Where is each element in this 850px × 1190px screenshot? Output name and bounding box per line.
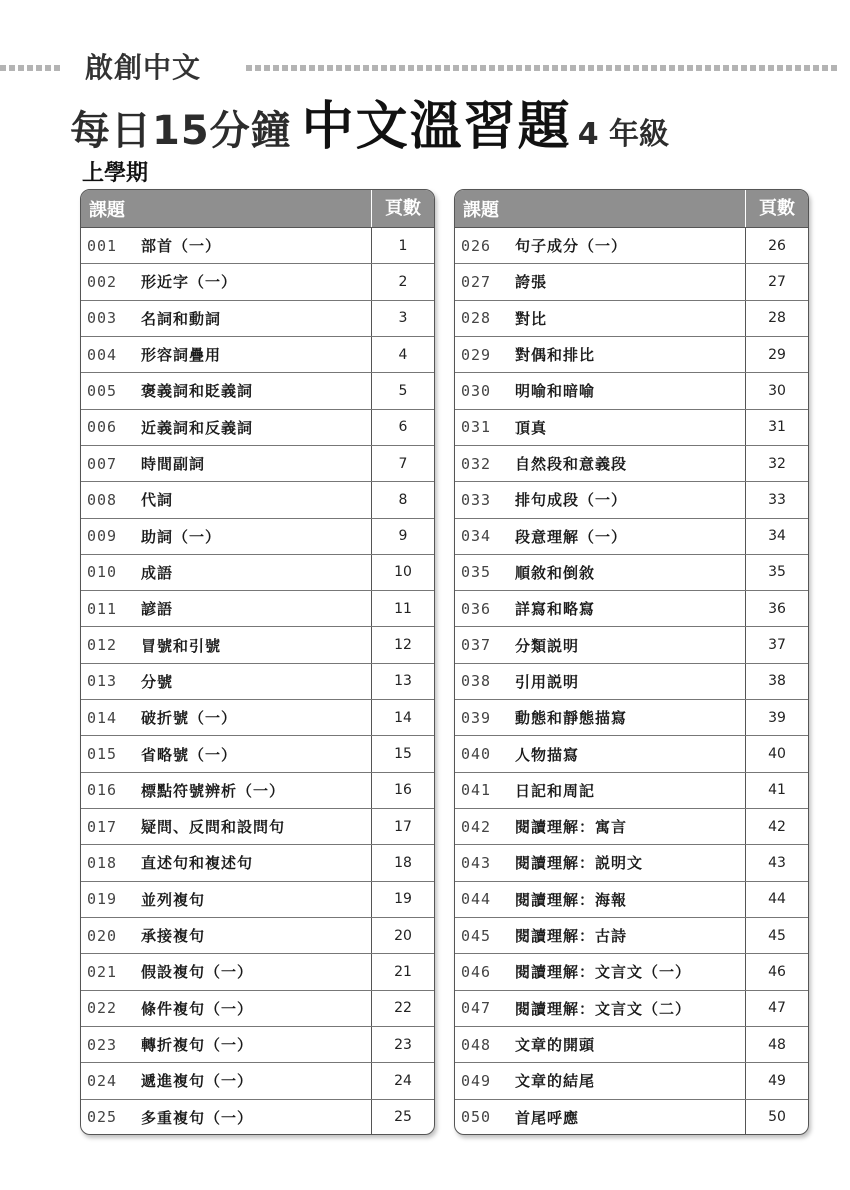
lesson-number: 020 (87, 926, 118, 945)
lesson-topic: 句子成分（一） (515, 237, 628, 256)
lesson-number: 029 (461, 345, 492, 364)
table-row (81, 1026, 434, 1062)
lesson-number: 015 (87, 745, 118, 764)
lesson-number: 028 (461, 309, 492, 328)
lesson-number: 037 (461, 636, 492, 655)
page-number: 20 (371, 918, 434, 953)
page-number: 11 (371, 591, 434, 626)
lesson-number: 014 (87, 708, 118, 727)
page-number: 42 (745, 809, 808, 844)
title-prefix: 每日15分鐘 (70, 108, 292, 154)
lesson-topic: 引用説明 (515, 672, 580, 691)
lesson-topic: 誇張 (515, 273, 548, 292)
lesson-number: 005 (87, 381, 118, 400)
table-row (455, 772, 808, 808)
table-row (455, 844, 808, 880)
title-main: 中文溫習題 (301, 97, 572, 157)
lesson-topic: 褒義詞和貶義詞 (141, 382, 254, 401)
page-number: 24 (371, 1063, 434, 1098)
lesson-topic: 轉折複句（一） (141, 1036, 254, 1055)
page-number: 8 (371, 482, 434, 517)
lesson-number: 021 (87, 962, 118, 981)
lesson-number: 016 (87, 781, 118, 800)
table-row (455, 917, 808, 953)
page-number: 41 (745, 773, 808, 808)
lesson-number: 026 (461, 236, 492, 255)
lesson-topic: 閱讀理解：説明文 (515, 854, 644, 873)
table-row (81, 227, 434, 263)
lesson-topic: 標點符號辨析（一） (141, 781, 286, 800)
lesson-number: 033 (461, 490, 492, 509)
table-row (455, 953, 808, 989)
lesson-number: 044 (461, 890, 492, 909)
lesson-topic: 閱讀理解：文言文（二） (515, 999, 692, 1018)
table-row (81, 735, 434, 771)
lesson-topic: 省略號（一） (141, 745, 238, 764)
lesson-topic: 自然段和意義段 (515, 455, 628, 474)
brand-name: 啟創中文 (85, 51, 202, 84)
lesson-number: 038 (461, 672, 492, 691)
table-row (81, 554, 434, 590)
page-number: 17 (371, 809, 434, 844)
lesson-topic: 明喻和暗喻 (515, 382, 596, 401)
page-number: 15 (371, 736, 434, 771)
lesson-number: 043 (461, 853, 492, 872)
page-number: 6 (371, 410, 434, 445)
page-number: 37 (745, 627, 808, 662)
page-number: 36 (745, 591, 808, 626)
lesson-topic: 條件複句（一） (141, 999, 254, 1018)
lesson-number: 035 (461, 563, 492, 582)
title-grade: 4 年級 (577, 117, 670, 152)
table-row (455, 300, 808, 336)
semester-heading: 上學期 (82, 161, 149, 186)
page-number: 49 (745, 1063, 808, 1098)
page-number: 9 (371, 519, 434, 554)
table-row (455, 554, 808, 590)
table-row (455, 990, 808, 1026)
page-number: 14 (371, 700, 434, 735)
lesson-topic: 形容詞疊用 (141, 346, 222, 365)
table-body (455, 227, 808, 1135)
lesson-topic: 直述句和複述句 (141, 854, 254, 873)
lesson-number: 039 (461, 708, 492, 727)
table-row (455, 227, 808, 263)
table-row (81, 1062, 434, 1098)
page-number: 46 (745, 954, 808, 989)
table-row (81, 663, 434, 699)
table-row (81, 772, 434, 808)
lesson-topic: 首尾呼應 (515, 1108, 580, 1127)
table-row (81, 372, 434, 408)
lesson-number: 001 (87, 236, 118, 255)
table-row (81, 481, 434, 517)
lesson-number: 007 (87, 454, 118, 473)
lesson-number: 030 (461, 381, 492, 400)
lesson-number: 041 (461, 781, 492, 800)
lesson-number: 022 (87, 999, 118, 1018)
page-number: 48 (745, 1027, 808, 1062)
page-number: 4 (371, 337, 434, 372)
table-row (81, 518, 434, 554)
lesson-topic: 破折號（一） (141, 709, 238, 728)
page-number: 19 (371, 882, 434, 917)
lesson-number: 004 (87, 345, 118, 364)
page-number: 22 (371, 991, 434, 1026)
page-number: 26 (745, 228, 808, 263)
page-number: 43 (745, 845, 808, 880)
lesson-topic: 假設複句（一） (141, 963, 254, 982)
table-row (455, 626, 808, 662)
page-number: 21 (371, 954, 434, 989)
table-row (455, 336, 808, 372)
lesson-number: 012 (87, 636, 118, 655)
table-row (81, 1099, 434, 1135)
lesson-topic: 助詞（一） (141, 527, 222, 546)
page-title (70, 84, 669, 159)
lesson-topic: 對比 (515, 309, 548, 328)
table-row (455, 1062, 808, 1098)
lesson-topic: 段意理解（一） (515, 527, 628, 546)
page-number: 18 (371, 845, 434, 880)
table-row (81, 445, 434, 481)
lesson-topic: 日記和周記 (515, 781, 596, 800)
table-row (455, 808, 808, 844)
lesson-number: 049 (461, 1071, 492, 1090)
page-number: 27 (745, 264, 808, 299)
lesson-number: 006 (87, 418, 118, 437)
table-row (81, 990, 434, 1026)
table-row (455, 881, 808, 917)
page-number: 39 (745, 700, 808, 735)
lesson-number: 040 (461, 745, 492, 764)
page-number: 45 (745, 918, 808, 953)
table-row (81, 881, 434, 917)
table-row (455, 263, 808, 299)
table-row (455, 445, 808, 481)
lesson-topic: 對偶和排比 (515, 346, 596, 365)
lesson-number: 027 (461, 272, 492, 291)
lesson-number: 050 (461, 1108, 492, 1127)
header-page: 頁數 (745, 190, 808, 227)
lesson-topic: 文章的開頭 (515, 1036, 596, 1055)
lesson-number: 025 (87, 1108, 118, 1127)
toc-table-right (454, 189, 809, 1135)
page-number: 44 (745, 882, 808, 917)
table-row (81, 300, 434, 336)
lesson-number: 018 (87, 853, 118, 872)
table-row (81, 808, 434, 844)
table-row (81, 263, 434, 299)
table-header (81, 190, 434, 227)
table-row (81, 626, 434, 662)
header-topic: 課題 (463, 199, 499, 221)
page-number: 12 (371, 627, 434, 662)
lesson-number: 036 (461, 599, 492, 618)
table-row (455, 735, 808, 771)
lesson-topic: 並列複句 (141, 890, 206, 909)
lesson-topic: 遞進複句（一） (141, 1072, 254, 1091)
table-row (81, 917, 434, 953)
page-number: 33 (745, 482, 808, 517)
lesson-number: 023 (87, 1035, 118, 1054)
page-number: 28 (745, 301, 808, 336)
lesson-topic: 近義詞和反義詞 (141, 418, 254, 437)
page-number: 2 (371, 264, 434, 299)
table-row (81, 409, 434, 445)
page-number: 13 (371, 664, 434, 699)
lesson-topic: 動態和靜態描寫 (515, 709, 628, 728)
lesson-topic: 代詞 (141, 491, 174, 510)
lesson-number: 034 (461, 527, 492, 546)
lesson-number: 046 (461, 962, 492, 981)
table-row (455, 409, 808, 445)
lesson-topic: 人物描寫 (515, 745, 580, 764)
table-row (81, 844, 434, 880)
header-page: 頁數 (371, 190, 434, 227)
lesson-topic: 頂真 (515, 418, 548, 437)
table-row (455, 481, 808, 517)
table-row (455, 518, 808, 554)
lesson-number: 047 (461, 999, 492, 1018)
table-row (81, 336, 434, 372)
lesson-number: 031 (461, 418, 492, 437)
table-body (81, 227, 434, 1135)
lesson-topic: 分類説明 (515, 636, 580, 655)
lesson-topic: 承接複句 (141, 927, 206, 946)
lesson-number: 009 (87, 527, 118, 546)
lesson-number: 011 (87, 599, 118, 618)
lesson-topic: 多重複句（一） (141, 1108, 254, 1127)
page-number: 50 (745, 1100, 808, 1135)
lesson-topic: 分號 (141, 672, 174, 691)
lesson-topic: 時間副詞 (141, 455, 206, 474)
page-number: 1 (371, 228, 434, 263)
lesson-topic: 閱讀理解：文言文（一） (515, 963, 692, 982)
table-row (81, 590, 434, 626)
table-row (455, 1026, 808, 1062)
table-row (81, 953, 434, 989)
table-header (455, 190, 808, 227)
lesson-topic: 順敘和倒敘 (515, 563, 596, 582)
lesson-number: 032 (461, 454, 492, 473)
lesson-number: 042 (461, 817, 492, 836)
decorative-dotted-line-left (0, 65, 60, 71)
lesson-topic: 名詞和動詞 (141, 309, 222, 328)
table-row (81, 699, 434, 735)
table-row (455, 663, 808, 699)
lesson-topic: 諺語 (141, 600, 174, 619)
page-number: 29 (745, 337, 808, 372)
lesson-topic: 閱讀理解：寓言 (515, 818, 628, 837)
lesson-number: 003 (87, 309, 118, 328)
page-number: 25 (371, 1100, 434, 1135)
lesson-number: 045 (461, 926, 492, 945)
lesson-number: 019 (87, 890, 118, 909)
lesson-topic: 排句成段（一） (515, 491, 628, 510)
table-row (455, 1099, 808, 1135)
lesson-topic: 成語 (141, 563, 174, 582)
table-row (455, 372, 808, 408)
toc-table-left (80, 189, 435, 1135)
table-row (455, 699, 808, 735)
header-topic: 課題 (89, 199, 125, 221)
lesson-number: 048 (461, 1035, 492, 1054)
page-number: 32 (745, 446, 808, 481)
lesson-topic: 閱讀理解：海報 (515, 890, 628, 909)
page-number: 40 (745, 736, 808, 771)
page-number: 5 (371, 373, 434, 408)
page-number: 31 (745, 410, 808, 445)
lesson-topic: 冒號和引號 (141, 636, 222, 655)
page-number: 3 (371, 301, 434, 336)
lesson-number: 002 (87, 272, 118, 291)
page-number: 34 (745, 519, 808, 554)
page-number: 47 (745, 991, 808, 1026)
page-number: 10 (371, 555, 434, 590)
decorative-dotted-line-right (246, 65, 837, 71)
lesson-topic: 詳寫和略寫 (515, 600, 596, 619)
page-number: 30 (745, 373, 808, 408)
lesson-number: 017 (87, 817, 118, 836)
lesson-topic: 文章的結尾 (515, 1072, 596, 1091)
lesson-number: 008 (87, 490, 118, 509)
lesson-topic: 形近字（一） (141, 273, 238, 292)
lesson-number: 013 (87, 672, 118, 691)
lesson-topic: 疑問、反問和設問句 (141, 818, 286, 837)
lesson-topic: 閱讀理解：古詩 (515, 927, 628, 946)
page-number: 7 (371, 446, 434, 481)
page-number: 23 (371, 1027, 434, 1062)
table-row (455, 590, 808, 626)
page-number: 35 (745, 555, 808, 590)
page-number: 16 (371, 773, 434, 808)
lesson-number: 024 (87, 1071, 118, 1090)
lesson-topic: 部首（一） (141, 237, 222, 256)
page-number: 38 (745, 664, 808, 699)
lesson-number: 010 (87, 563, 118, 582)
